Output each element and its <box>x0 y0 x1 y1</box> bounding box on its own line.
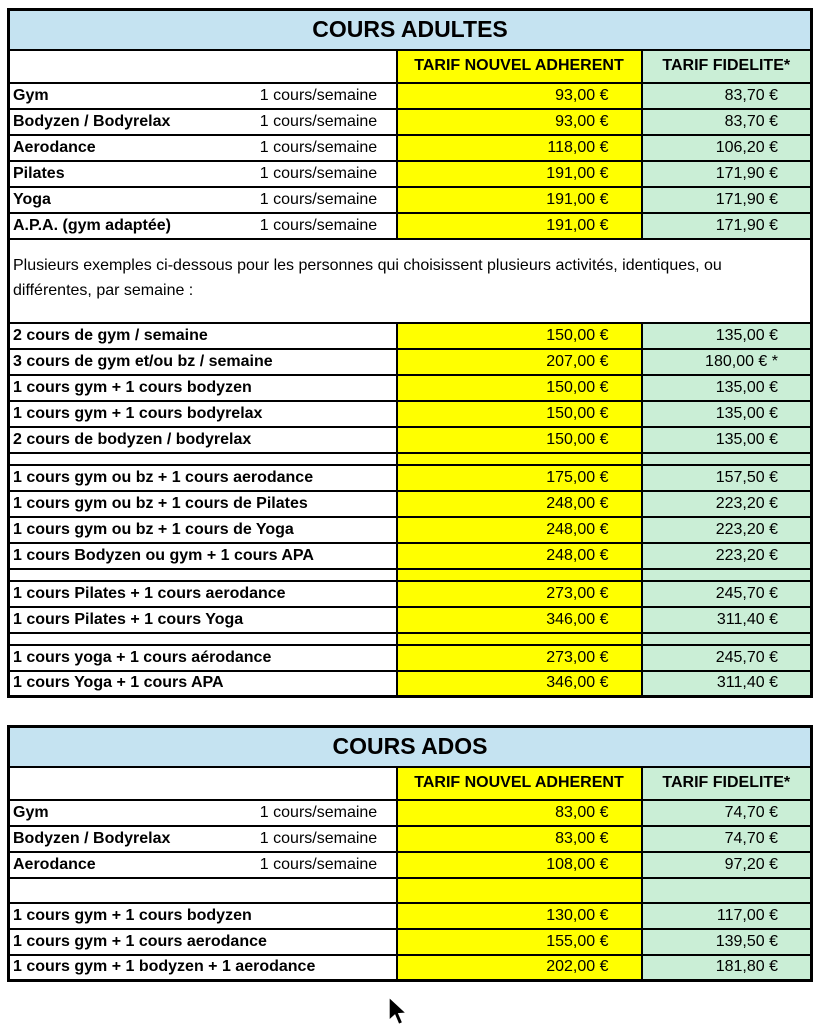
table-title-adultes: COURS ADULTES <box>9 10 812 50</box>
price-fidelite: 83,70 € <box>642 109 812 135</box>
price-fidelite: 171,90 € <box>642 213 812 239</box>
price-fidelite: 223,20 € <box>642 517 812 543</box>
row-frequency: 1 cours/semaine <box>242 135 397 161</box>
price-fidelite: 171,90 € <box>642 187 812 213</box>
price-fidelite: 135,00 € <box>642 375 812 401</box>
price-nouvel-adherent: 175,00 € <box>397 465 642 491</box>
row-frequency: 1 cours/semaine <box>242 187 397 213</box>
price-nouvel-adherent: 150,00 € <box>397 427 642 453</box>
price-fidelite: 135,00 € <box>642 323 812 349</box>
price-nouvel-adherent: 150,00 € <box>397 323 642 349</box>
row-frequency: 1 cours/semaine <box>242 800 397 826</box>
price-nouvel-adherent: 155,00 € <box>397 929 642 955</box>
spacer-green-cell <box>642 878 812 903</box>
table-cours-adultes <box>7 8 813 698</box>
header-blank-cell <box>9 50 397 83</box>
spacer-blank-cell <box>9 569 397 581</box>
table-row <box>9 401 812 427</box>
table-row <box>9 581 812 607</box>
price-nouvel-adherent: 202,00 € <box>397 955 642 981</box>
table-body-adultes <box>9 83 812 697</box>
table-row <box>9 491 812 517</box>
table-body-ados <box>9 800 812 981</box>
price-fidelite: 135,00 € <box>642 427 812 453</box>
table-row <box>9 607 812 633</box>
table-row <box>9 187 812 213</box>
spacer-yellow-cell <box>397 453 642 465</box>
spacer-blank-cell <box>9 633 397 645</box>
price-fidelite: 135,00 € <box>642 401 812 427</box>
row-frequency: 1 cours/semaine <box>242 83 397 109</box>
row-frequency: 1 cours/semaine <box>242 213 397 239</box>
table-row <box>9 671 812 697</box>
price-nouvel-adherent: 273,00 € <box>397 581 642 607</box>
table-row <box>9 517 812 543</box>
row-label: 1 cours gym ou bz + 1 cours de Pilates <box>9 491 397 517</box>
price-fidelite: 245,70 € <box>642 581 812 607</box>
price-nouvel-adherent: 346,00 € <box>397 671 642 697</box>
table-row <box>9 955 812 981</box>
row-label: 1 cours Bodyzen ou gym + 1 cours APA <box>9 543 397 569</box>
spacer-green-cell <box>642 569 812 581</box>
price-fidelite: 311,40 € <box>642 607 812 633</box>
price-nouvel-adherent: 83,00 € <box>397 800 642 826</box>
table-row <box>9 465 812 491</box>
spacer-yellow-cell <box>397 569 642 581</box>
spacer-row <box>9 569 812 581</box>
table-row <box>9 427 812 453</box>
row-label: 1 cours gym ou bz + 1 cours de Yoga <box>9 517 397 543</box>
row-frequency: 1 cours/semaine <box>242 852 397 878</box>
spacer-row <box>9 878 812 903</box>
table-row <box>9 161 812 187</box>
price-nouvel-adherent: 191,00 € <box>397 187 642 213</box>
row-label: Yoga <box>9 187 242 213</box>
table-row <box>9 213 812 239</box>
row-label: 1 cours yoga + 1 cours aérodance <box>9 645 397 671</box>
row-label: Aerodance <box>9 135 242 161</box>
table-row <box>9 826 812 852</box>
price-fidelite: 74,70 € <box>642 826 812 852</box>
table-title-ados: COURS ADOS <box>9 727 812 767</box>
table-row <box>9 903 812 929</box>
table-row <box>9 852 812 878</box>
price-nouvel-adherent: 248,00 € <box>397 491 642 517</box>
table-row <box>9 375 812 401</box>
row-label: 1 cours Pilates + 1 cours Yoga <box>9 607 397 633</box>
table-row <box>9 929 812 955</box>
price-nouvel-adherent: 130,00 € <box>397 903 642 929</box>
spacer-row <box>9 633 812 645</box>
table-row <box>9 135 812 161</box>
price-fidelite: 180,00 € * <box>642 349 812 375</box>
row-label: 1 cours gym + 1 bodyzen + 1 aerodance <box>9 955 397 981</box>
price-nouvel-adherent: 93,00 € <box>397 109 642 135</box>
spacer-yellow-cell <box>397 878 642 903</box>
note-row <box>9 239 812 323</box>
row-label: A.P.A. (gym adaptée) <box>9 213 242 239</box>
table-title-row <box>9 727 812 767</box>
row-frequency: 1 cours/semaine <box>242 826 397 852</box>
row-label: Pilates <box>9 161 242 187</box>
price-nouvel-adherent: 191,00 € <box>397 213 642 239</box>
row-label: 1 cours gym + 1 cours bodyrelax <box>9 401 397 427</box>
spacer-blank-cell <box>9 878 397 903</box>
price-nouvel-adherent: 150,00 € <box>397 401 642 427</box>
price-fidelite: 223,20 € <box>642 543 812 569</box>
note-text: Plusieurs exemples ci-dessous pour les personnes qui choisissent plusieurs activités, identiques, ou différentes, par semaine : <box>9 239 812 323</box>
mouse-cursor-icon <box>387 996 409 1027</box>
price-fidelite: 139,50 € <box>642 929 812 955</box>
price-nouvel-adherent: 108,00 € <box>397 852 642 878</box>
table-row <box>9 349 812 375</box>
row-label: 1 cours gym + 1 cours bodyzen <box>9 903 397 929</box>
price-nouvel-adherent: 207,00 € <box>397 349 642 375</box>
price-nouvel-adherent: 191,00 € <box>397 161 642 187</box>
row-label: Gym <box>9 83 242 109</box>
row-label: 1 cours gym ou bz + 1 cours aerodance <box>9 465 397 491</box>
row-label: 1 cours gym + 1 cours bodyzen <box>9 375 397 401</box>
table-row <box>9 109 812 135</box>
row-label: Gym <box>9 800 242 826</box>
price-fidelite: 171,90 € <box>642 161 812 187</box>
price-nouvel-adherent: 150,00 € <box>397 375 642 401</box>
price-nouvel-adherent: 273,00 € <box>397 645 642 671</box>
price-nouvel-adherent: 93,00 € <box>397 83 642 109</box>
row-label: 1 cours Yoga + 1 cours APA <box>9 671 397 697</box>
table-row <box>9 645 812 671</box>
table-header-row <box>9 767 812 800</box>
row-label: 3 cours de gym et/ou bz / semaine <box>9 349 397 375</box>
price-fidelite: 83,70 € <box>642 83 812 109</box>
price-fidelite: 223,20 € <box>642 491 812 517</box>
table-title-row <box>9 10 812 50</box>
header-tarif-fidelite: TARIF FIDELITE* <box>642 50 812 83</box>
row-label: Bodyzen / Bodyrelax <box>9 109 242 135</box>
row-label: 2 cours de bodyzen / bodyrelax <box>9 427 397 453</box>
row-label: 1 cours gym + 1 cours aerodance <box>9 929 397 955</box>
row-label: 1 cours Pilates + 1 cours aerodance <box>9 581 397 607</box>
header-tarif-nouvel-adherent: TARIF NOUVEL ADHERENT <box>397 50 642 83</box>
row-label: Bodyzen / Bodyrelax <box>9 826 242 852</box>
header-tarif-fidelite: TARIF FIDELITE* <box>642 767 812 800</box>
row-label: 2 cours de gym / semaine <box>9 323 397 349</box>
price-fidelite: 157,50 € <box>642 465 812 491</box>
spacer-row <box>9 453 812 465</box>
price-fidelite: 97,20 € <box>642 852 812 878</box>
table-row <box>9 83 812 109</box>
price-nouvel-adherent: 346,00 € <box>397 607 642 633</box>
spacer-blank-cell <box>9 453 397 465</box>
price-fidelite: 117,00 € <box>642 903 812 929</box>
row-frequency: 1 cours/semaine <box>242 109 397 135</box>
table-row <box>9 543 812 569</box>
table-row <box>9 323 812 349</box>
spacer-green-cell <box>642 633 812 645</box>
row-frequency: 1 cours/semaine <box>242 161 397 187</box>
price-fidelite: 74,70 € <box>642 800 812 826</box>
row-label: Aerodance <box>9 852 242 878</box>
header-tarif-nouvel-adherent: TARIF NOUVEL ADHERENT <box>397 767 642 800</box>
price-nouvel-adherent: 118,00 € <box>397 135 642 161</box>
spacer-yellow-cell <box>397 633 642 645</box>
price-fidelite: 245,70 € <box>642 645 812 671</box>
price-fidelite: 181,80 € <box>642 955 812 981</box>
table-row <box>9 800 812 826</box>
spacer-green-cell <box>642 453 812 465</box>
table-cours-ados <box>7 725 813 982</box>
price-nouvel-adherent: 248,00 € <box>397 543 642 569</box>
price-fidelite: 106,20 € <box>642 135 812 161</box>
price-nouvel-adherent: 248,00 € <box>397 517 642 543</box>
page-root <box>0 8 817 1032</box>
table-header-row <box>9 50 812 83</box>
price-nouvel-adherent: 83,00 € <box>397 826 642 852</box>
header-blank-cell <box>9 767 397 800</box>
price-fidelite: 311,40 € <box>642 671 812 697</box>
